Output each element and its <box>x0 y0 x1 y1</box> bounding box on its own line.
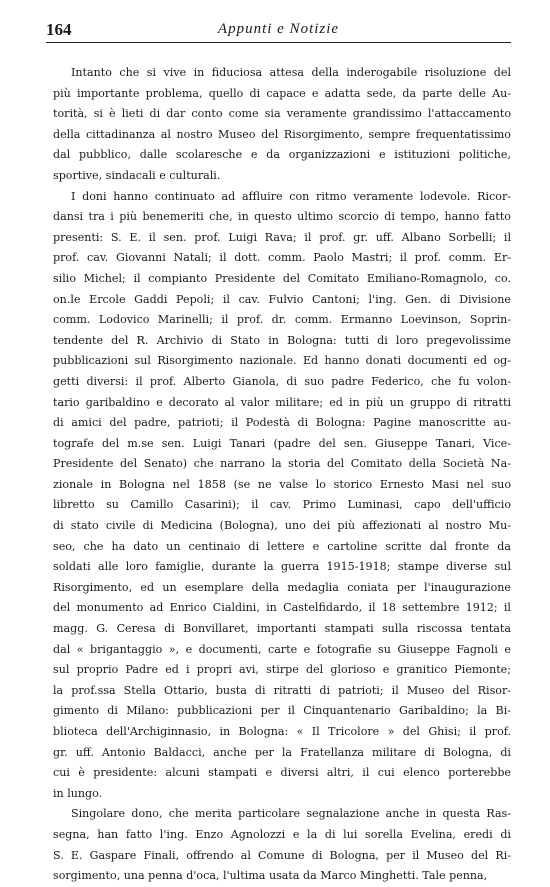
running-title: Appunti e Notizie <box>217 21 340 37</box>
text-line: tendente del R. Archivio di Stato in Bologna: tutti di loro pregevolissime <box>53 333 511 347</box>
text-line: del monumento ad Enrico Cialdini, in Castelfidardo, il 18 settembre 1912; il <box>53 601 511 615</box>
text-line: silio Michel; il compianto Presidente del Comitato Emiliano-Romagnolo, co. <box>53 271 511 285</box>
text-line: blioteca dell'Archiginnasio, in Bologna: « Il Tricolore » del Ghisi; il prof. <box>53 725 511 738</box>
text-line: segna, han fatto l'ing. Enzo Agnolozzi e la di lui sorella Evelina, eredi di <box>53 827 511 841</box>
paragraph <box>53 804 511 886</box>
text-line: prof. cav. Giovanni Natali; il dott. comm. Paolo Mastri; il prof. comm. Er- <box>53 251 511 265</box>
text-line: Risorgimento, ed un esemplare della medaglia coniata per l'inaugurazione <box>53 580 511 594</box>
text-line: soldati alle loro famiglie, durante la guerra 1915-1918; stampe diverse sul <box>53 560 511 574</box>
text-line: S. E. Gaspare Finali, offrendo al Comune di Bologna, per il Museo del Ri- <box>53 848 511 862</box>
text-line: zionale in Bologna nel 1858 (se ne valse lo storico Ernesto Masi nel suo <box>53 477 511 491</box>
page-number: 164 <box>46 20 72 39</box>
text-line: magg. G. Ceresa di Bonvillaret, importanti stampati sulla riscossa tentata <box>53 622 511 636</box>
text-line: Singolare dono, che merita particolare segnalazione anche in questa Ras- <box>71 807 511 821</box>
text-line: pubblicazioni sul Risorgimento nazionale. Ed hanno donati documenti ed og- <box>53 354 511 368</box>
text-line: dansi tra i più benemeriti che, in questo ultimo scorcio di tempo, hanno fatto <box>53 210 511 224</box>
text-line: on.le Ercole Gaddi Pepoli; il cav. Fulvio Cantoni; l'ing. Gen. di Divisione <box>53 292 511 306</box>
text-line: seo, che ha dato un centinaio di lettere e cartoline scritte dal fronte da <box>53 539 511 553</box>
paragraph <box>53 63 511 187</box>
text-line: tario garibaldino e decorato al valor militare; ed in più un gruppo di ritratti <box>53 395 511 409</box>
text-line: I doni hanno continuato ad affluire con ritmo veramente lodevole. Ricor- <box>71 189 511 203</box>
text-line: cui è presidente: alcuni stampati e diversi altri, il cui elenco porterebbe <box>53 766 511 780</box>
text-line: sorgimento, una penna d'oca, l'ultima usata da Marco Minghetti. Tale penna, <box>53 869 488 883</box>
body-text <box>53 63 511 887</box>
text-line: dal pubblico, dalle scolaresche e da organizzazioni e istituzioni politiche, <box>53 148 511 162</box>
text-line: gimento di Milano: pubblicazioni per il Cinquantenario Garibaldino; la Bi- <box>53 704 511 718</box>
text-line: gr. uff. Antonio Baldacci, anche per la Fratellanza militare di Bologna, di <box>53 745 511 759</box>
text-line: dal « brigantaggio », e documenti, carte e fotografie su Giuseppe Fagnoli e <box>53 642 511 656</box>
text-line: la prof.ssa Stella Ottario, busta di ritratti di patrioti; il Museo del Risor- <box>53 683 511 697</box>
text-line: presenti: S. E. il sen. prof. Luigi Rava; il prof. gr. uff. Albano Sorbelli; il <box>53 230 511 244</box>
text-line: più importante problema, quello di capace e adatta sede, da parte delle Au- <box>53 86 511 100</box>
text-line: libretto su Camillo Casarini); il cav. Primo Luminasi, capo dell'ufficio <box>53 498 511 512</box>
paragraph <box>53 187 511 805</box>
text-line: Intanto che si vive in fiduciosa attesa della inderogabile risoluzione del <box>71 66 511 79</box>
text-line: getti diversi: il prof. Alberto Gianola, di suo padre Federico, che fu volon- <box>53 374 511 388</box>
text-line: di amici del padre, patrioti; il Podestà di Bologna: Pagine manoscritte au- <box>53 416 511 430</box>
text-line: in lungo. <box>53 786 103 800</box>
text-line: comm. Lodovico Marinelli; il prof. dr. comm. Ermanno Loevinson, Soprin- <box>53 313 511 327</box>
text-line: della cittadinanza al nostro Museo del Risorgimento, sempre frequentatissimo <box>53 127 511 141</box>
text-line: sportive, sindacali e culturali. <box>53 168 221 182</box>
text-line: torità, si è lieti di dar conto come sia veramente grandissimo l'attaccamento <box>53 107 511 121</box>
text-line: di stato civile di Medicina (Bologna), uno dei più affezionati al nostro Mu- <box>53 519 511 533</box>
text-line: sul proprio Padre ed i propri avi, stirpe del glorioso e granitico Piemonte; <box>53 663 511 677</box>
text-line: tografe del m.se sen. Luigi Tanari (padre del sen. Giuseppe Tanari, Vice- <box>53 436 511 450</box>
page-header <box>46 20 511 43</box>
text-line: Presidente del Senato) che narrano la storia del Comitato della Società Na- <box>53 457 511 471</box>
